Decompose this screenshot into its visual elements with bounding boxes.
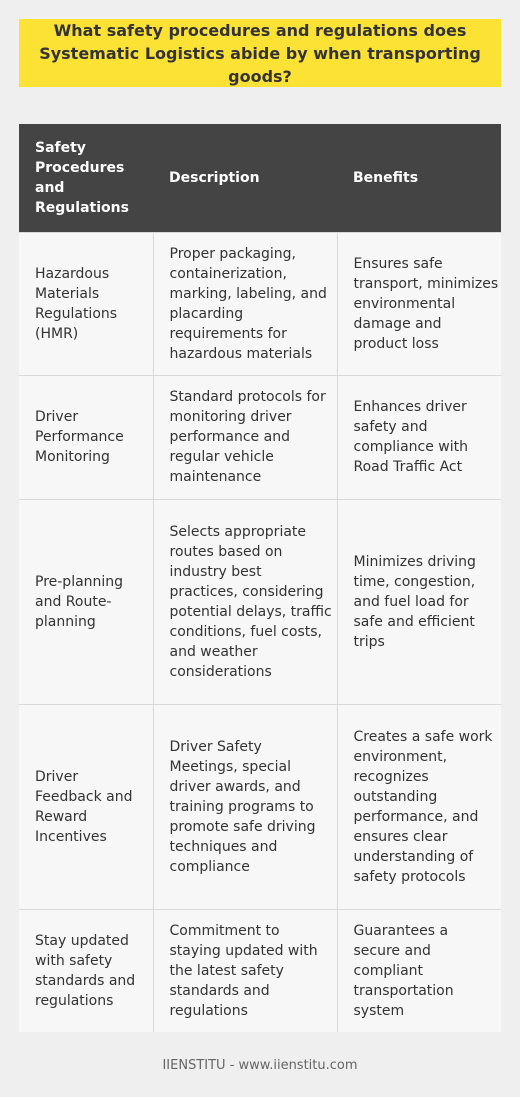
benefits-cell: Creates a safe work environment, recognizes outstanding performance, and ensures clear understanding of safety protocols	[337, 704, 501, 909]
safety-table	[19, 124, 501, 1032]
description-cell: Driver Safety Meetings, special driver awards, and training programs to promote safe driving techniques and compliance	[153, 704, 337, 909]
table-row	[19, 909, 501, 1032]
column-header-benefits: Benefits	[337, 124, 501, 232]
description-cell: Standard protocols for monitoring driver performance and regular vehicle maintenance	[153, 375, 337, 499]
description-cell: Selects appropriate routes based on industry best practices, considering potential delays, traffic conditions, fuel costs, and weather considerations	[153, 499, 337, 704]
description-cell: Commitment to staying updated with the latest safety standards and regulations	[153, 909, 337, 1032]
page-title: What safety procedures and regulations does Systematic Logistics abide by when transporting goods?	[39, 20, 481, 86]
procedure-cell: Stay updated with safety standards and regulations	[19, 909, 153, 1032]
table-row	[19, 499, 501, 704]
table-row	[19, 704, 501, 909]
safety-table-container	[19, 124, 501, 1032]
procedure-cell: Driver Performance Monitoring	[19, 375, 153, 499]
table-body	[19, 232, 501, 1032]
procedure-cell: Driver Feedback and Reward Incentives	[19, 704, 153, 909]
column-header-description: Description	[153, 124, 337, 232]
benefits-cell: Guarantees a secure and compliant transportation system	[337, 909, 501, 1032]
column-header-procedures: Safety Procedures and Regulations	[19, 124, 153, 232]
table-header-row	[19, 124, 501, 232]
table-header	[19, 124, 501, 232]
table-row	[19, 375, 501, 499]
table-row	[19, 232, 501, 375]
footer-credit: IIENSTITU - www.iienstitu.com	[162, 1058, 358, 1073]
procedure-cell: Pre-planning and Route-planning	[19, 499, 153, 704]
title-banner	[19, 19, 501, 87]
description-cell: Proper packaging, containerization, marking, labeling, and placarding requirements for hazardous materials	[153, 232, 337, 375]
benefits-cell: Enhances driver safety and compliance with Road Traffic Act	[337, 375, 501, 499]
benefits-cell: Minimizes driving time, congestion, and fuel load for safe and efficient trips	[337, 499, 501, 704]
procedure-cell: Hazardous Materials Regulations (HMR)	[19, 232, 153, 375]
benefits-cell: Ensures safe transport, minimizes environmental damage and product loss	[337, 232, 501, 375]
